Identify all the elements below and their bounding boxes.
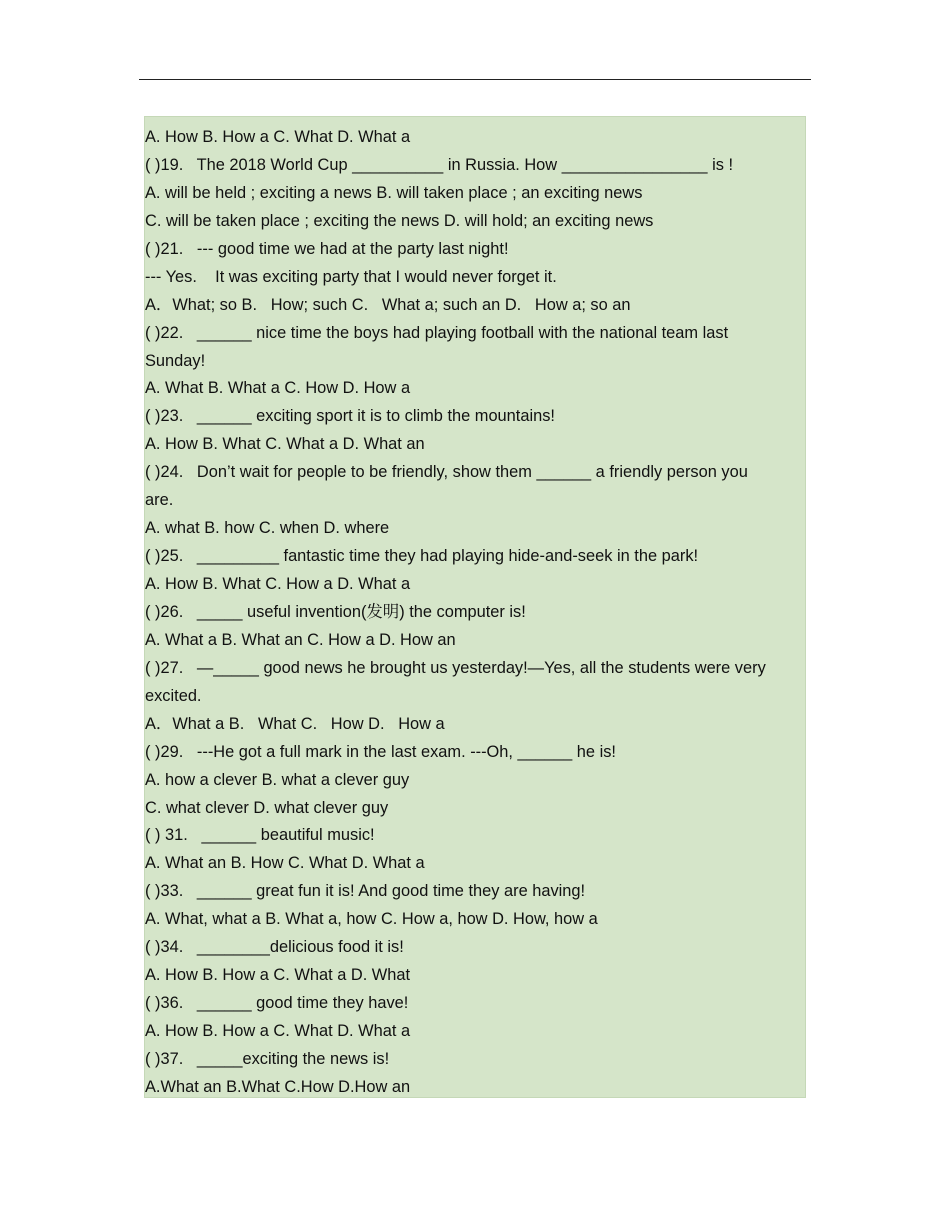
text-line: A. what B. how C. when D. where (145, 519, 390, 538)
text-line: A．What; so B. How; such C. What a; such an D. How a; so an (145, 295, 631, 314)
text-line: ( )34. ________delicious food it is! (145, 938, 404, 957)
question-list (145, 124, 805, 1102)
text-line: are. (145, 491, 174, 510)
text-line: ( )23. ______ exciting sport it is to climb the mountains! (145, 407, 555, 426)
text-line: A. will be held ; exciting a news B. will taken place ; an exciting news (145, 183, 643, 202)
text-line: A. How B. How a C. What a D. What (145, 966, 411, 985)
text-line: ( ) 31. ______ beautiful music! (145, 826, 375, 845)
text-line: A. How B. How a C. What D. What a (145, 128, 411, 146)
text-line: ( )19. The 2018 World Cup __________ in Russia. How ________________ is ! (145, 155, 734, 174)
text-line: ( )29. ---He got a full mark in the last exam. ---Oh, ______ he is! (145, 742, 616, 761)
text-line: A.What an B.What C.How D.How an (145, 1077, 411, 1096)
text-line: --- Yes. It was exciting party that I would never forget it. (145, 267, 557, 286)
text-line: A. How B. What C. How a D. What a (145, 575, 411, 593)
text-line: A. How B. What C. What a D. What an (145, 435, 425, 454)
text-line: A. What, what a B. What a, how C. How a, how D. How, how a (145, 910, 598, 929)
text-line: excited. (145, 686, 202, 705)
text-line: ( )36. ______ good time they have! (145, 994, 409, 1013)
text-line: ( )21. --- good time we had at the party last night! (145, 239, 509, 258)
header-rule (139, 79, 811, 80)
text-line: ( )22. ______ nice time the boys had playing football with the national team last (145, 323, 729, 342)
text-line: ( )27. —_____ good news he brought us yesterday!—Yes, all the students were very (145, 658, 766, 677)
text-line: C. what clever D. what clever guy (145, 798, 389, 817)
text-line: ( )25. _________ fantastic time they had playing hide-and-seek in the park! (145, 547, 699, 566)
text-line: A．What a B. What C. How D. How a (145, 714, 445, 733)
text-line: A. What B. What a C. How D. How a (145, 379, 411, 398)
text-line: C. will be taken place ; exciting the news D. will hold; an exciting news (145, 211, 654, 230)
text-line: ( )33. ______ great fun it is! And good time they are having! (145, 882, 586, 901)
text-line: A. How B. How a C. What D. What a (145, 1022, 411, 1040)
text-line: ( )24. Don’t wait for people to be friendly, show them ______ a friendly person you (145, 463, 748, 482)
text-line: A. What an B. How C. What D. What a (145, 854, 425, 873)
text-line: Sunday! (145, 351, 206, 370)
text-line: A. What a B. What an C. How a D. How an (145, 630, 456, 649)
text-line: ( )26. _____ useful invention(发明) the computer is! (145, 602, 526, 621)
text-line: A. how a clever B. what a clever guy (145, 770, 410, 789)
text-line: ( )37. _____exciting the news is! (145, 1049, 390, 1068)
